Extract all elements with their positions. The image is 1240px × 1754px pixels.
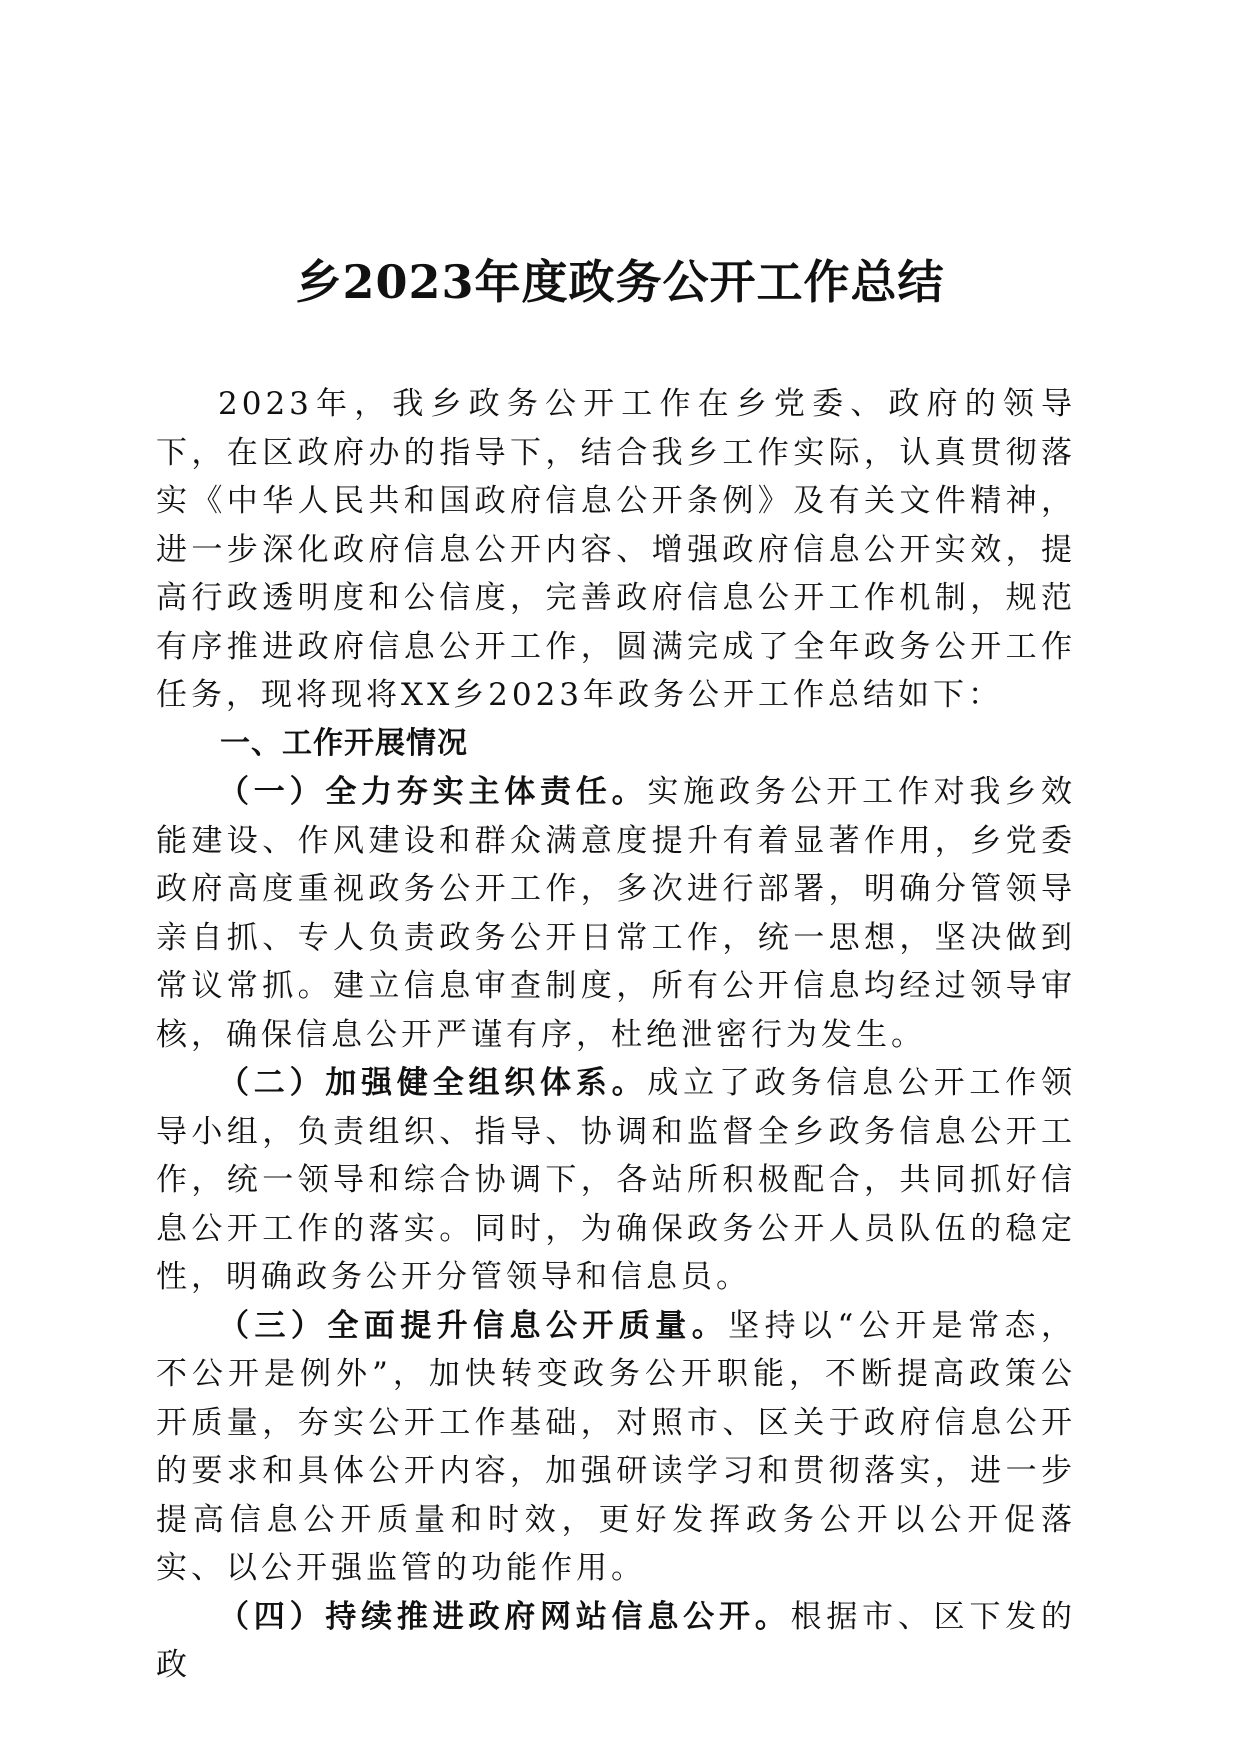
section-heading: 一、工作开展情况 xyxy=(220,725,468,761)
item-paragraph-4 xyxy=(156,1593,1076,1690)
item-text: 实施政务公开工作对我乡效能建设、作风建设和群众满意度提升有着显著作用，乡党委政府高度重视政务公开工作，多次进行部署，明确分管领导亲自抓、专人负责政务公开日常工作，统一思想，坚决做到常议常抓。建立信息审查制度，所有公开信息均经过领导审核，确保信息公开严谨有序，杜绝泄密行为发生。 xyxy=(156,774,1076,1053)
item-lead: （二）加强健全组织体系。 xyxy=(218,1065,648,1101)
item-text: 成立了政务信息公开工作领导小组，负责组织、指导、协调和监督全乡政务信息公开工作，统一领导和综合协调下，各站所积极配合，共同抓好信息公开工作的落实。同时，为确保政务公开人员队伍的稳定性，明确政务公开分管领导和信息员。 xyxy=(156,1065,1076,1295)
intro-paragraph: 2023年，我乡政务公开工作在乡党委、政府的领导下，在区政府办的指导下，结合我乡工作实际，认真贯彻落实《中华人民共和国政府信息公开条例》及有关文件精神，进一步深化政府信息公开内容、增强政府信息公开实效，提高行政透明度和公信度，完善政府信息公开工作机制，规范有序推进政府信息公开工作，圆满完成了全年政务公开工作任务，现将现将XX乡2023年政务公开工作总结如下： xyxy=(156,386,1076,713)
document-body xyxy=(156,380,1076,1690)
item-lead: （一）全力夯实主体责任。 xyxy=(218,774,648,810)
item-paragraph-3 xyxy=(156,1302,1076,1593)
item-paragraph-2 xyxy=(156,1059,1076,1302)
item-lead: （四）持续推进政府网站信息公开。 xyxy=(218,1598,791,1635)
item-text: 根据市、区下发的政 xyxy=(156,1598,1077,1683)
item-paragraph-1 xyxy=(156,768,1076,1059)
item-lead: （三）全面提升信息公开质量。 xyxy=(218,1307,729,1344)
item-text: 坚持以“公开是常态，不公开是例外”，加快转变政务公开职能，不断提高政策公开质量，夯实公开工作基础，对照市、区关于政府信息公开的要求和具体公开内容，加强研读学习和贯彻落实，进一步提高信息公开质量和时效，更好发挥政务公开以公开促落实、以公开强监管的功能作用。 xyxy=(156,1307,1076,1586)
document-title: 乡2023年度政务公开工作总结 xyxy=(295,255,945,309)
